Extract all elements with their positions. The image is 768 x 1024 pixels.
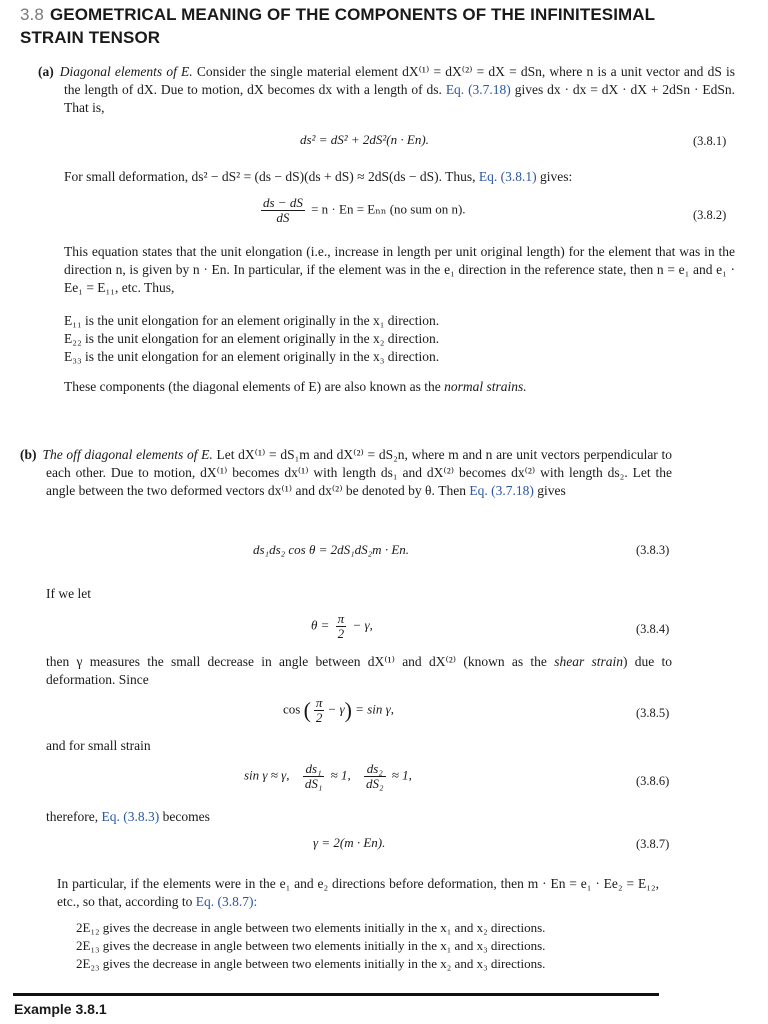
open-paren: ( [303, 697, 311, 723]
equation-number-3-8-6: (3.8.6) [636, 774, 670, 788]
heading-line-1 [20, 3, 755, 26]
approx-one-2: ≈ 1, [391, 767, 412, 783]
normal-strains-term: normal strains. [444, 379, 527, 394]
small-deformation-paragraph [64, 168, 735, 186]
particular-paragraph [57, 875, 659, 911]
eq-3-8-7-link[interactable]: Eq. (3.8.7): [195, 894, 258, 909]
fraction-denominator: dS₂ [365, 776, 384, 791]
normal-strains-text: These components (the diagonal elements of E) are also known as the [64, 379, 441, 394]
equation-3-8-1: ds² = dS² + 2dS²(n · En). [300, 132, 429, 147]
fraction-numerator: ds₁ [305, 761, 322, 776]
fraction-denominator: 2 [314, 710, 325, 725]
equation-number-3-8-5: (3.8.5) [636, 706, 670, 720]
equation-3-8-2-rhs: = n · En = Eₙₙ (no sum on n). [311, 201, 466, 217]
equation-number-3-8-4: (3.8.4) [636, 622, 670, 636]
particular-text: In particular, if the elements were in the e₁ and e₂ directions before deformation, then m · En = e₁ · Ee₂ = E₁₂, etc., so that, according to [57, 876, 659, 909]
list-item-2e12: 2E₁₂ gives the decrease in angle between two elements initially in the x₁ and x₂ directions. [76, 920, 546, 935]
section-title-line-2: STRAIN TENSOR [20, 28, 161, 47]
gamma-text: then γ measures the small decrease in angle between dX⁽¹⁾ and dX⁽²⁾ (known as the [46, 654, 547, 669]
part-b-label: (b) [20, 447, 37, 462]
eq-3-8-1-link[interactable]: Eq. (3.8.1) [478, 169, 537, 184]
equation-3-8-5-rhs: = sin γ, [355, 701, 394, 717]
example-label: Example 3.8.1 [14, 1001, 107, 1017]
part-a-label: (a) [38, 64, 54, 79]
pi-over-two-fraction [336, 612, 347, 641]
equation-3-8-2 [258, 196, 466, 225]
gives-label: gives: [539, 169, 573, 184]
equation-3-8-2-fraction [261, 196, 305, 225]
pi-over-two-fraction-2 [314, 696, 325, 725]
small-strain-text: and for small strain [46, 738, 151, 753]
gamma-text-2: ) due to deformation. Since [46, 654, 673, 687]
section-number: 3.8 [20, 5, 44, 24]
example-divider [13, 993, 659, 996]
part-b-intro [20, 446, 672, 500]
fraction-denominator: dS [261, 210, 305, 225]
minus-gamma: − γ [327, 701, 345, 717]
list-item-2e13: 2E₁₃ gives the decrease in angle between two elements initially in the x₁ and x₃ directions. [76, 938, 546, 953]
equation-number-3-8-1: (3.8.1) [693, 134, 727, 148]
section-title-line-1: GEOMETRICAL MEANING OF THE COMPONENTS OF THE INFINITESIMAL [49, 5, 656, 24]
list-item-2e23: 2E₂₃ gives the decrease in angle between two elements initially in the x₂ and x₃ directions. [76, 956, 546, 971]
section-heading [20, 3, 755, 49]
therefore-text: therefore, [46, 809, 99, 824]
part-b-intro-text: Let dX⁽¹⁾ = dS₁m and dX⁽²⁾ = dS₂n, where m and n are unit vectors perpendicular to each other. Due to motion, dX⁽¹⁾ becomes dx⁽¹⁾ with length ds₁ and dX⁽²⁾ becomes dx⁽²⁾ with length ds₂. Let the angle between the two deformed vectors dx⁽¹⁾ and dx⁽²⁾ be denoted by θ. Then [46, 447, 672, 498]
fraction-denominator: dS₁ [304, 776, 323, 791]
normal-strains-paragraph [64, 378, 527, 396]
shear-strain-term: shear strain [554, 654, 623, 669]
ds2-fraction [364, 762, 386, 791]
fraction-numerator: π [315, 695, 323, 710]
fraction-numerator: π [337, 611, 345, 626]
equation-3-8-5-cos: cos [283, 701, 301, 717]
equation-3-8-4-rhs: − γ, [352, 617, 373, 633]
fraction-numerator: ds − dS [263, 195, 303, 210]
equation-3-8-4 [311, 612, 373, 641]
close-paren: ) [344, 697, 352, 723]
small-deformation-text: For small deformation, ds² − dS² = (ds − dS)(ds + dS) ≈ 2dS(ds − dS). Thus, [64, 169, 476, 184]
equation-3-8-5 [283, 696, 394, 725]
part-a-title: Diagonal elements of E. [59, 64, 193, 79]
shear-strain-paragraph [46, 653, 672, 689]
fraction-numerator: ds₂ [366, 761, 383, 776]
eq-3-7-18-link-b[interactable]: Eq. (3.7.18) [469, 483, 534, 498]
fraction-denominator: 2 [336, 626, 347, 641]
part-a-intro [38, 63, 736, 117]
equation-3-8-7: γ = 2(m · En). [313, 835, 386, 850]
unit-elongation-paragraph: This equation states that the unit elongation (i.e., increase in length per unit original length) for the element that was in the direction n, is given by n · En. In particular, if the element was in the e₁ direction in the reference state, then n = e₁ and e₁ · Ee₁ = E₁₁, etc. Thus, [64, 244, 735, 295]
becomes-text: becomes [162, 809, 210, 824]
part-a-intro-text: Consider the single material element dX⁽¹⁾ = dX⁽²⁾ = dX = dSn, where n is a unit vector and dS is the length of dX. Due to motion, dX becomes dx with a length of ds. [64, 64, 736, 97]
if-we-let-text: If we let [46, 586, 91, 601]
equation-3-8-4-lhs: θ = [311, 617, 330, 633]
list-item-e33: E₃₃ is the unit elongation for an element originally in the x₃ direction. [64, 349, 440, 364]
equation-number-3-8-3: (3.8.3) [636, 543, 670, 557]
part-b-title: The off diagonal elements of E. [42, 447, 213, 462]
ds1-fraction [303, 762, 325, 791]
eq-3-8-3-link[interactable]: Eq. (3.8.3) [101, 809, 160, 824]
equation-number-3-8-2: (3.8.2) [693, 208, 727, 222]
part-a-gives-text: gives dx · dx = dX · dX + 2dSn · EdSn. That is, [64, 82, 735, 115]
part-b-gives: gives [537, 483, 566, 498]
approx-one-1: ≈ 1, [330, 767, 351, 783]
list-item-e22: E₂₂ is the unit elongation for an element originally in the x₂ direction. [64, 331, 440, 346]
therefore-paragraph [46, 808, 210, 826]
list-item-e11: E₁₁ is the unit elongation for an element originally in the x₁ direction. [64, 313, 440, 328]
equation-3-8-6 [244, 762, 412, 791]
equation-number-3-8-7: (3.8.7) [636, 837, 670, 851]
equation-3-8-3: ds₁ds₂ cos θ = 2dS₁dS₂m · En. [253, 542, 410, 557]
sin-gamma-approx: sin γ ≈ γ, [244, 767, 290, 783]
eq-3-7-18-link[interactable]: Eq. (3.7.18) [445, 82, 511, 97]
